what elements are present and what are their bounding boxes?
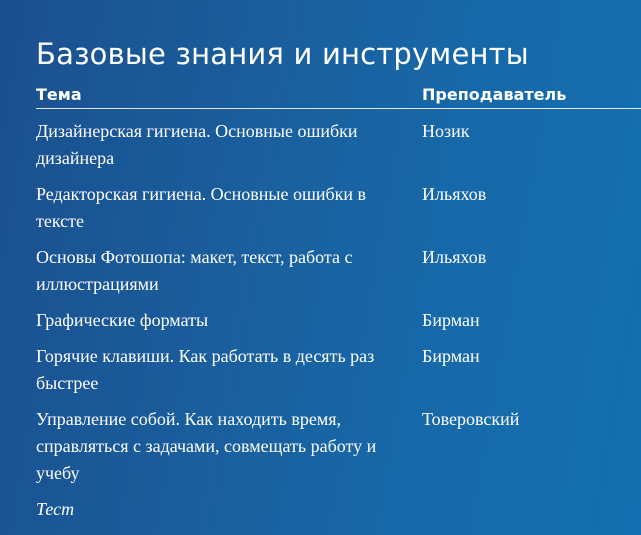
table-row xyxy=(36,181,641,235)
topic-cell: Управление собой. Как находить время, справляться с задачами, совмещать работу и учебу xyxy=(36,409,377,483)
topic-cell: Горячие клавиши. Как работать в десять раз быстрее xyxy=(36,346,375,393)
page-title: Базовые знания и инструменты xyxy=(36,37,529,72)
table-row xyxy=(36,406,641,487)
topic-cell: Основы Фотошопа: макет, текст, работа с иллюстрациями xyxy=(36,247,353,294)
topic-cell: Графические форматы xyxy=(36,310,209,330)
table-row xyxy=(36,244,641,298)
column-header-teacher: Преподаватель xyxy=(422,85,567,104)
table-row xyxy=(36,118,641,172)
column-header-topic: Тема xyxy=(36,85,82,104)
teacher-cell: Ильяхов xyxy=(422,184,487,204)
topic-cell: Редакторская гигиена. Основные ошибки в тексте xyxy=(36,184,367,231)
teacher-cell: Бирман xyxy=(422,310,480,330)
table-row xyxy=(36,343,641,397)
teacher-cell: Бирман xyxy=(422,346,480,366)
curriculum-table xyxy=(36,82,641,523)
teacher-cell: Товеровский xyxy=(422,409,520,429)
table-body xyxy=(36,118,641,487)
table-header xyxy=(36,82,641,109)
topic-cell: Дизайнерская гигиена. Основные ошибки дизайнера xyxy=(36,121,358,168)
teacher-cell: Нозик xyxy=(422,121,470,141)
table-row xyxy=(36,307,641,334)
teacher-cell: Ильяхов xyxy=(422,247,487,267)
test-label[interactable]: Тест xyxy=(36,499,75,519)
